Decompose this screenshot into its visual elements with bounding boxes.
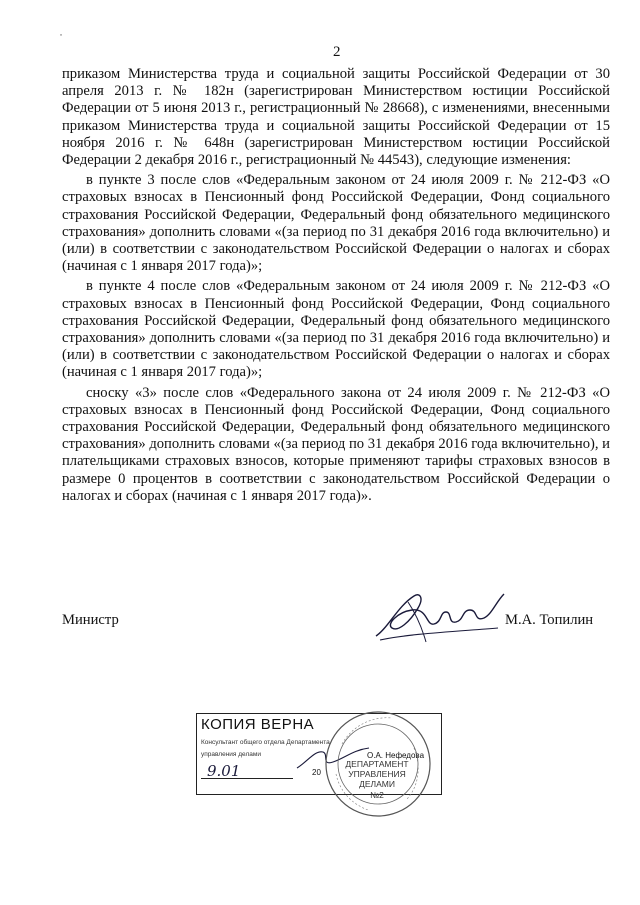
seal-text-line-4: №2 xyxy=(370,790,384,800)
corner-mark: ˙ xyxy=(59,31,63,45)
seal-text-line-1: ДЕПАРТАМЕНТ xyxy=(345,759,409,769)
intro-paragraph: приказом Министерства труда и социальной защиты Российской Федерации от 30 апреля 2013 г. № 182н (зарегистрирован Министерством юстиции Российской Федерации от 5 июня 2013 г., регистрационный № 28668), с изменениями, внесенными приказом Министерства труда и социальной защиты Российской Федерации от 15 ноября 2016 г. № 648н (зарегистрирован Министерством юстиции Российской Федерации 2 декабря 2016 г., регистрационный № 44543), следующие изменения: xyxy=(62,66,610,169)
stamp-year: 20 xyxy=(312,768,321,777)
amendment-paragraph-1: в пункте 3 после слов «Федеральным законом от 24 июля 2009 г. № 212-ФЗ «О страховых взносах в Пенсионный фонд Российской Федерации, Фонд социального страхования Российской Федерации, Федеральный фонд обязательного медицинского страхования» дополнить словами «(за период по 31 декабря 2016 года включительно) и (или) в соответствии с законодательством Российской Федерации о налогах и сборах (начиная с 1 января 2017 года)»; xyxy=(62,172,610,275)
page-number: 2 xyxy=(333,44,341,60)
document-body xyxy=(62,66,610,508)
stamp-department: управления делами xyxy=(201,751,261,758)
seal-text-line-2: УПРАВЛЕНИЯ xyxy=(348,769,406,779)
stamp-officer-name: О.А. Нефедова xyxy=(367,751,425,760)
minister-name: М.А. Топилин xyxy=(505,612,594,628)
handwritten-signature xyxy=(368,588,508,650)
amendment-paragraph-2: в пункте 4 после слов «Федеральным законом от 24 июля 2009 г. № 212-ФЗ «О страховых взносах в Пенсионный фонд Российской Федерации, Фонд социального страхования Российской Федерации, Федеральный фонд обязательного медицинского страхования» дополнить словами «(за период по 31 декабря 2016 года включительно) и (или) в соответствии с законодательством Российской Федерации о налогах и сборах (начиная с 1 января 2017 года)»; xyxy=(62,278,610,381)
amendment-paragraph-3: сноску «3» после слов «Федерального закона от 24 июля 2009 г. № 212-ФЗ «О страховых взносах в Пенсионный фонд Российской Федерации, Фонд социального страхования Российской Федерации, Федеральный фонд обязательного медицинского страхования» дополнить словами «(за период по 31 декабря 2016 года включительно), и плательщиками страховых взносов, которые применяют тарифы страховых взносов в размере 0 процентов в соответствии с законодательством Российской Федерации о налогах и сборах (начиная с 1 января 2017 года)». xyxy=(62,384,610,504)
stamp-position: Консультант общего отдела Департамента xyxy=(201,739,330,746)
stamp-title: КОПИЯ ВЕРНА xyxy=(201,716,315,733)
seal-text-line-3: ДЕЛАМИ xyxy=(359,779,395,789)
stamp-date-handwritten: 9.01 xyxy=(207,762,241,780)
minister-title: Министр xyxy=(62,612,119,628)
